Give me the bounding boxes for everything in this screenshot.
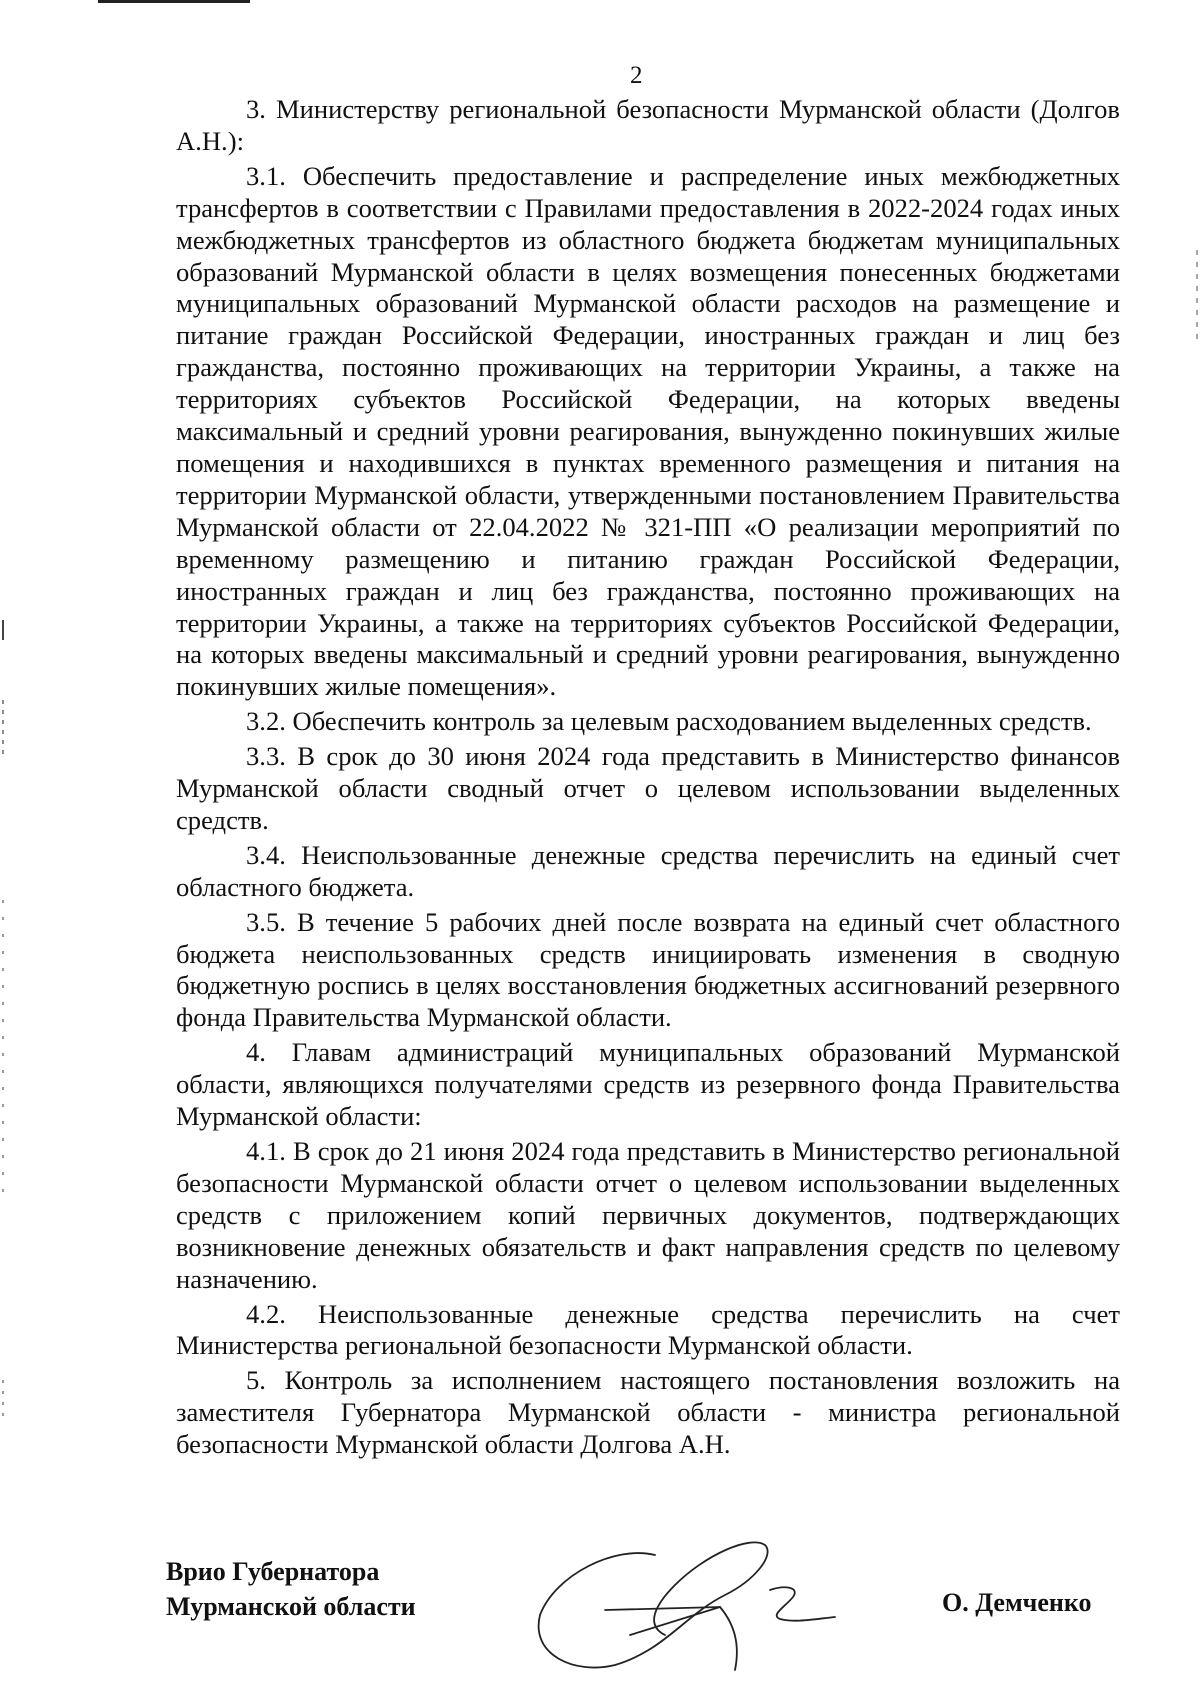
- document-body: [176, 94, 1120, 1464]
- paragraph-4: 4. Главам администраций муниципальных образований Мурманской области, являющихся получателями средств из резервного фонда Правительства Мурманской области:: [176, 1037, 1120, 1132]
- paragraph-3-5: 3.5. В течение 5 рабочих дней после возврата на единый счет областного бюджета неиспользованных средств инициировать изменения в сводную бюджетную роспись в целях восстановления бюджетных ассигнований резервного фонда Правительства Мурманской области.: [176, 906, 1120, 1033]
- signatory-title: [166, 1554, 416, 1624]
- paragraph-4-1: 4.1. В срок до 21 июня 2024 года представить в Министерство региональной безопасности Мурманской области отчет о целевом использовании выделенных средств с приложением копий первичных документов, подтверждающих возникновение денежных обязательств и факт направления средств по целевому назначению.: [176, 1136, 1120, 1294]
- paragraph-4-2: 4.2. Неиспользованные денежные средства перечислить на счет Министерства региональной безопасности Мурманской области.: [176, 1298, 1120, 1361]
- left-scan-edge-marks: [0, 0, 6, 1700]
- top-edge-line: [98, 0, 250, 3]
- signatory-title-line1: Врио Губернатора: [166, 1557, 380, 1586]
- right-scan-edge-marks: [1193, 0, 1200, 1700]
- signatory-title-line2: Мурманской области: [166, 1592, 416, 1621]
- page-number: 2: [630, 62, 643, 89]
- handwritten-signature: [535, 1535, 865, 1685]
- paragraph-5: 5. Контроль за исполнением настоящего постановления возложить на заместителя Губернатора Мурманской области - министра региональной безопасности Мурманской области Долгова А.Н.: [176, 1365, 1120, 1460]
- signatory-name: О. Демченко: [942, 1588, 1092, 1617]
- paragraph-3-4: 3.4. Неиспользованные денежные средства перечислить на единый счет областного бюджета.: [176, 839, 1120, 902]
- paragraph-3-1: 3.1. Обеспечить предоставление и распределение иных межбюджетных трансфертов в соответствии с Правилами предоставления в 2022-2024 годах иных межбюджетных трансфертов из областного бюджета бюджетам муниципальных образований Мурманской области в целях возмещения понесенных бюджетами муниципальных образований Мурманской области расходов на размещение и питание граждан Российской Федерации, иностранных граждан и лиц без гражданства, постоянно проживающих на территории Украины, а также на территориях субъектов Российской Федерации, на которых введены максимальный и средний уровни реагирования, вынужденно покинувших жилые помещения и находившихся в пунктах временного размещения и питания на территории Мурманской области, утвержденными постановлением Правительства Мурманской области от 22.04.2022 № 321-ПП «О реализации мероприятий по временному размещению и питанию граждан Российской Федерации, иностранных граждан и лиц без гражданства, постоянно проживающих на территории Украины, а также на территориях субъектов Российской Федерации, на которых введены максимальный и средний уровни реагирования, вынужденно покинувших жилые помещения».: [176, 160, 1120, 702]
- paragraph-3-2: 3.2. Обеспечить контроль за целевым расходованием выделенных средств.: [246, 706, 1092, 737]
- paragraph-3-3: 3.3. В срок до 30 июня 2024 года представить в Министерство финансов Мурманской области сводный отчет о целевом использовании выделенных средств.: [176, 741, 1120, 835]
- paragraph-3: 3. Министерству региональной безопасности Мурманской области (Долгов А.Н.):: [176, 94, 1120, 156]
